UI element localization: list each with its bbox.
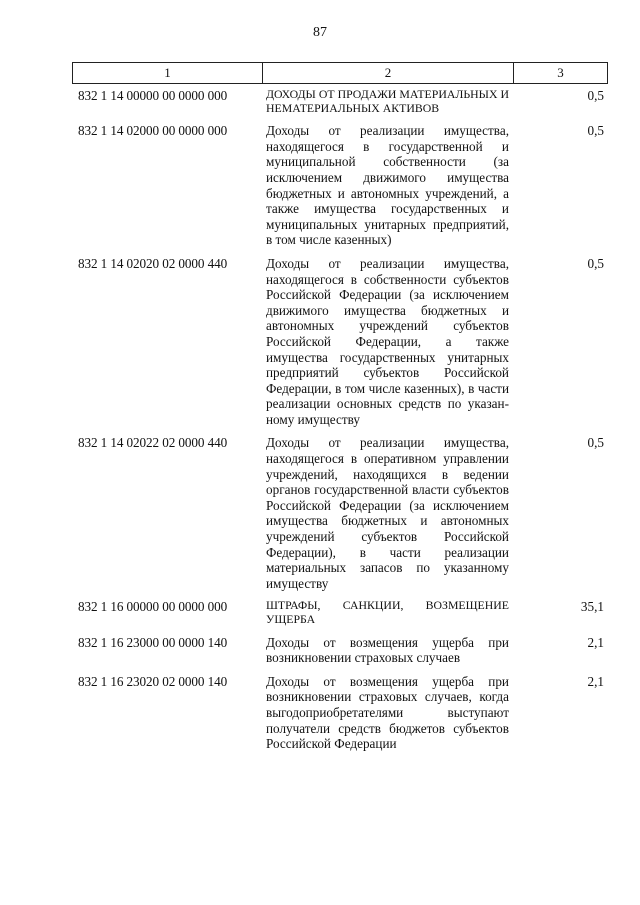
revenue-description: Доходы от реализации имущества, находящегося в собственности субъектов Российской Федерации (за исключением движимого имущества бюджетных и автономных учреждений субъектов Российской Федерации, а также имущества государственных унитарных предприятий субъектов Российской Федерации, в том числе казенных), в части реализации основных средств по указанному имуществу — [266, 255, 509, 427]
revenue-description: Доходы от возмещения ущерба при возникновении страховых случаев — [266, 634, 509, 666]
table-row — [72, 435, 608, 591]
amount: 2,1 — [587, 673, 604, 689]
amount: 2,1 — [587, 634, 604, 650]
amount: 0,5 — [587, 88, 604, 103]
table-row — [72, 599, 608, 626]
table-row — [72, 88, 608, 115]
table-header — [72, 62, 608, 84]
column-header-1: 1 — [73, 63, 263, 83]
revenue-description: Доходы от возмещения ущерба при возникновении страховых случаев, когда выгодоприобретателями выступают получатели средств бюджетов субъектов Российской Федерации — [266, 673, 509, 752]
revenue-description: Доходы от реализации имущества, находящегося в оперативном управлении учреждений, находящихся в ведении органов государственной власти субъектов Российской Федерации (за исключением имущества бюджетных и автономных учреждений субъектов Российской Федерации), в части реализации материальных запасов по указанному имуществу — [266, 435, 509, 591]
column-header-3: 3 — [557, 65, 564, 80]
page-number: 87 — [313, 25, 327, 40]
table-row — [72, 674, 608, 752]
budget-code: 832 1 14 02000 00 0000 000 — [78, 123, 228, 139]
revenue-description: ДОХОДЫ ОТ ПРОДАЖИ МАТЕРИАЛЬНЫХ И НЕМАТЕРИАЛЬНЫХ АКТИВОВ — [266, 87, 509, 115]
budget-code: 832 1 14 02020 02 0000 440 — [78, 255, 228, 271]
table-row — [72, 123, 608, 248]
amount: 0,5 — [587, 255, 604, 271]
amount: 0,5 — [587, 435, 604, 451]
column-header-2: 2 — [263, 63, 514, 83]
budget-code: 832 1 16 00000 00 0000 000 — [78, 599, 228, 615]
revenue-description: ШТРАФЫ, САНКЦИИ, ВОЗМЕЩЕНИЕ УЩЕРБА — [266, 598, 509, 626]
table-row — [72, 256, 608, 428]
table-row — [72, 635, 608, 666]
budget-code: 832 1 16 23020 02 0000 140 — [78, 673, 228, 689]
budget-code: 832 1 14 00000 00 0000 000 — [78, 88, 228, 103]
budget-code: 832 1 16 23000 00 0000 140 — [78, 634, 228, 650]
budget-code: 832 1 14 02022 02 0000 440 — [78, 435, 228, 451]
revenue-description: Доходы от реализации имущества, находящегося в государственной и муниципальной собственности (за исключением движимого имущества бюджетных и автономных учреждений, а также имущества государственных и муниципальных унитарных предприятий, в том числе казенных) — [266, 123, 509, 248]
amount: 35,1 — [580, 599, 604, 615]
amount: 0,5 — [587, 123, 604, 139]
table-body — [72, 88, 608, 760]
